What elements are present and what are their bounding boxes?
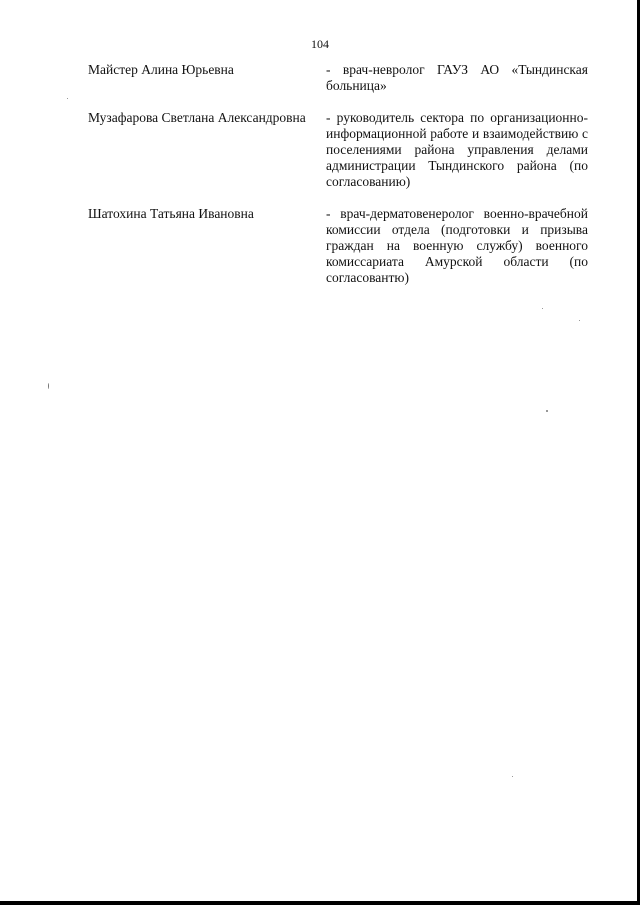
scan-speck xyxy=(542,308,543,309)
member-name: Шатохина Татьяна Ивановна xyxy=(88,206,254,221)
scan-edge-bottom xyxy=(0,901,640,905)
scan-speck xyxy=(48,383,49,389)
member-name: Майстер Алина Юрьевна xyxy=(88,62,234,77)
member-name: Музафарова Светлана Александровна xyxy=(88,110,306,125)
member-role: - врач-невролог ГАУЗ АО «Тындинская больница» xyxy=(326,62,588,93)
scan-speck xyxy=(579,320,580,321)
scan-speck xyxy=(512,776,513,777)
scan-speck xyxy=(67,98,68,99)
member-role: - руководитель сектора по организационно-информационной работе и взаимодействию с поселениями района управления делами администрации Тындинского района (по согласованию) xyxy=(326,110,588,189)
scan-speck xyxy=(546,410,548,412)
page-number: 104 xyxy=(311,37,329,51)
member-role: - врач-дерматовенеролог военно-врачебной комиссии отдела (подготовки и призыва граждан на военную службу) военного комиссариата Амурской области (по согласовантю) xyxy=(326,206,588,285)
